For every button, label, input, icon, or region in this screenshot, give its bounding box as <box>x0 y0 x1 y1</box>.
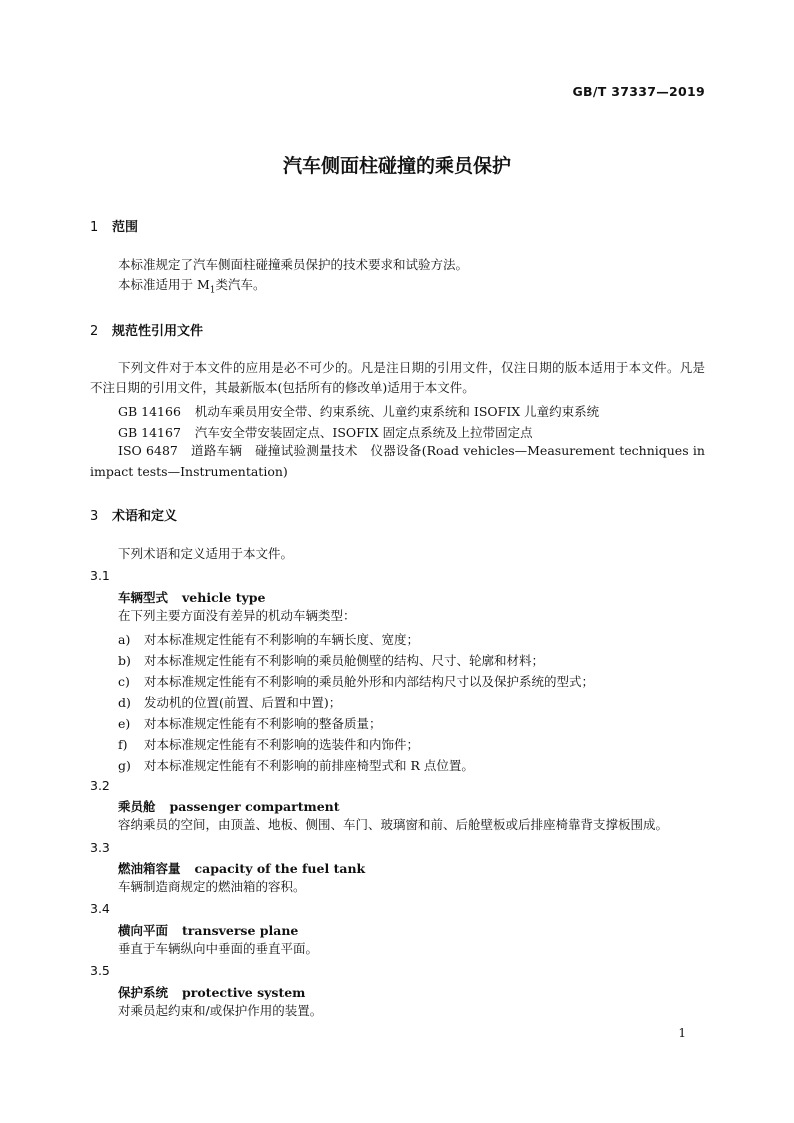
term-name: 乘员舱 passenger compartment <box>118 799 340 814</box>
list-item: b) 对本标准规定性能有不利影响的乘员舱侧壁的结构、尺寸、轮廓和材料； <box>118 653 545 668</box>
reference-title: 道路车辆 碰撞试验测量技术 仪器设备(Road vehicles—Measurement techniques in impact tests—Instrumentation) <box>90 443 705 479</box>
reference-item <box>118 402 599 420</box>
section-title: 范围 <box>112 220 139 235</box>
scope-paragraph-2: 本标准适用于 $M_1$类汽车。 <box>118 277 266 296</box>
term-definition: 车辆制造商规定的燃油箱的容积。 <box>118 879 306 894</box>
list-item: a) 对本标准规定性能有不利影响的车辆长度、宽度； <box>118 632 420 647</box>
reference-code: GB 14167 <box>118 425 181 440</box>
term-name: 燃油箱容量 capacity of the fuel tank <box>118 861 366 876</box>
term-definition: 垂直于车辆纵向中垂面的垂直平面。 <box>118 941 319 956</box>
scope-paragraph-1: 本标准规定了汽车侧面柱碰撞乘员保护的技术要求和试验方法。 <box>118 257 469 272</box>
term-definition: 容纳乘员的空间，由顶盖、地板、侧围、车门、玻璃窗和前、后舱壁板或后排座椅靠背支撑板围成。 <box>118 817 669 832</box>
reference-item <box>90 440 705 482</box>
document-title: 汽车侧面柱碰撞的乘员保护 <box>282 155 511 177</box>
list-item: g) 对本标准规定性能有不利影响的前排座椅型式和 R 点位置。 <box>118 758 474 773</box>
term-name: 车辆型式 vehicle type <box>118 590 266 605</box>
terms-intro: 下列术语和定义适用于本文件。 <box>118 546 294 561</box>
reference-title: 汽车安全带安装固定点、ISOFIX 固定点系统及上拉带固定点 <box>194 425 533 440</box>
section-number: 2 <box>90 324 99 339</box>
list-item: f) 对本标准规定性能有不利影响的选装件和内饰件； <box>118 737 420 752</box>
term-number: 3.2 <box>90 778 110 793</box>
reference-item <box>118 423 533 441</box>
section-number: 1 <box>90 220 99 235</box>
term-number: 3.5 <box>90 963 110 978</box>
section-1-heading <box>90 216 138 235</box>
section-3-heading <box>90 505 177 524</box>
reference-code: GB 14166 <box>118 404 181 419</box>
references-intro: 下列文件对于本文件的应用是必不可少的。凡是注日期的引用文件，仅注日期的版本适用于本文件。凡是不注日期的引用文件，其最新版本(包括所有的修改单)适用于本文件。 <box>90 360 705 395</box>
term-number: 3.1 <box>90 568 110 583</box>
reference-code: ISO 6487 <box>118 443 178 458</box>
standard-code: GB/T 37337—2019 <box>572 84 705 99</box>
list-item: d) 发动机的位置(前置、后置和中置)； <box>118 695 342 710</box>
term-name: 保护系统 protective system <box>118 985 306 1000</box>
term-definition: 对乘员起约束和/或保护作用的装置。 <box>118 1003 323 1018</box>
section-2-heading <box>90 320 203 339</box>
term-name: 横向平面 transverse plane <box>118 923 299 938</box>
term-number: 3.4 <box>90 901 110 916</box>
list-item: e) 对本标准规定性能有不利影响的整备质量； <box>118 716 382 731</box>
reference-title: 机动车乘员用安全带、约束系统、儿童约束系统和 ISOFIX 儿童约束系统 <box>194 404 600 419</box>
section-title: 术语和定义 <box>112 509 178 524</box>
section-number: 3 <box>90 509 99 524</box>
term-number: 3.3 <box>90 840 110 855</box>
list-item: c) 对本标准规定性能有不利影响的乘员舱外形和内部结构尺寸以及保护系统的型式； <box>118 674 595 689</box>
term-definition: 在下列主要方面没有差异的机动车辆类型： <box>118 608 356 623</box>
section-title: 规范性引用文件 <box>112 324 204 339</box>
page-number: 1 <box>678 1026 686 1040</box>
